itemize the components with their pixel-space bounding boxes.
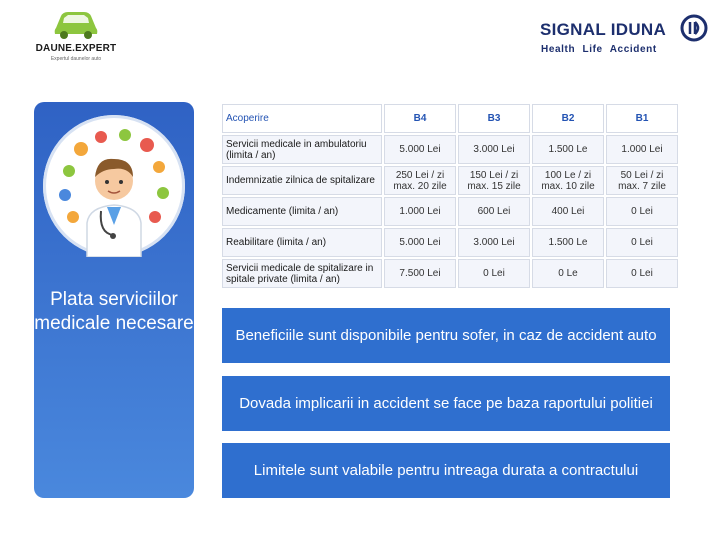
- cell-b2: 1.500 Le: [532, 228, 604, 257]
- green-car-icon: [52, 6, 100, 40]
- table-row: [222, 135, 678, 164]
- table-row: [222, 228, 678, 257]
- cell-b4: 250 Lei / zi max. 20 zile: [384, 166, 456, 195]
- cell-b3: 600 Lei: [458, 197, 530, 226]
- cell-b4: 5.000 Lei: [384, 135, 456, 164]
- table-header-row: [222, 104, 678, 133]
- brand-name: DAUNE.EXPERT: [35, 43, 117, 54]
- header-b4: B4: [384, 104, 456, 133]
- cell-b3: 3.000 Lei: [458, 228, 530, 257]
- row-label: Servicii medicale in ambulatoriu (limita / an): [222, 135, 382, 164]
- info-box-proof: Dovada implicarii in accident se face pe baza raportului politiei: [222, 376, 670, 431]
- partner-logo: [538, 14, 710, 58]
- cell-b1: 0 Lei: [606, 228, 678, 257]
- header-coverage: Acoperire: [222, 104, 382, 133]
- coverage-table: [220, 102, 680, 290]
- table-row: [222, 166, 678, 195]
- cell-b4: 5.000 Lei: [384, 228, 456, 257]
- cell-b1: 1.000 Lei: [606, 135, 678, 164]
- table-row: [222, 197, 678, 226]
- cell-b1: 50 Lei / zi max. 7 zile: [606, 166, 678, 195]
- signal-iduna-emblem-icon: [680, 14, 708, 42]
- info-box-benefits: Beneficiile sunt disponibile pentru sofer, in caz de accident auto: [222, 308, 670, 363]
- illustration-circle: [43, 115, 185, 257]
- doctor-illustration-icon: [43, 115, 185, 257]
- header-b1: B1: [606, 104, 678, 133]
- cell-b2: 1.500 Le: [532, 135, 604, 164]
- cell-b2: 400 Lei: [532, 197, 604, 226]
- cell-b2: 0 Le: [532, 259, 604, 288]
- brand-tagline: Expertul daunelor auto: [50, 56, 102, 62]
- cell-b3: 150 Lei / zi max. 15 zile: [458, 166, 530, 195]
- cell-b1: 0 Lei: [606, 259, 678, 288]
- table-row: [222, 259, 678, 288]
- header-b3: B3: [458, 104, 530, 133]
- cell-b2: 100 Le / zi max. 10 zile: [532, 166, 604, 195]
- row-label: Reabilitare (limita / an): [222, 228, 382, 257]
- cell-b3: 0 Lei: [458, 259, 530, 288]
- row-label: Indemnizatie zilnica de spitalizare: [222, 166, 382, 195]
- info-box-limits: Limitele sunt valabile pentru intreaga durata a contractului: [222, 443, 670, 498]
- cell-b1: 0 Lei: [606, 197, 678, 226]
- row-label: Servicii medicale de spitalizare in spitale private (limita / an): [222, 259, 382, 288]
- brand-logo: [16, 6, 136, 60]
- benefit-panel: [34, 102, 194, 498]
- panel-title: Plata serviciilor medicale necesare: [34, 289, 194, 334]
- partner-name: SIGNAL IDUNA: [540, 20, 667, 39]
- cell-b4: 7.500 Lei: [384, 259, 456, 288]
- cell-b3: 3.000 Lei: [458, 135, 530, 164]
- row-label: Medicamente (limita / an): [222, 197, 382, 226]
- cell-b4: 1.000 Lei: [384, 197, 456, 226]
- partner-subtitle: Health Life Accident: [541, 44, 657, 55]
- header-b2: B2: [532, 104, 604, 133]
